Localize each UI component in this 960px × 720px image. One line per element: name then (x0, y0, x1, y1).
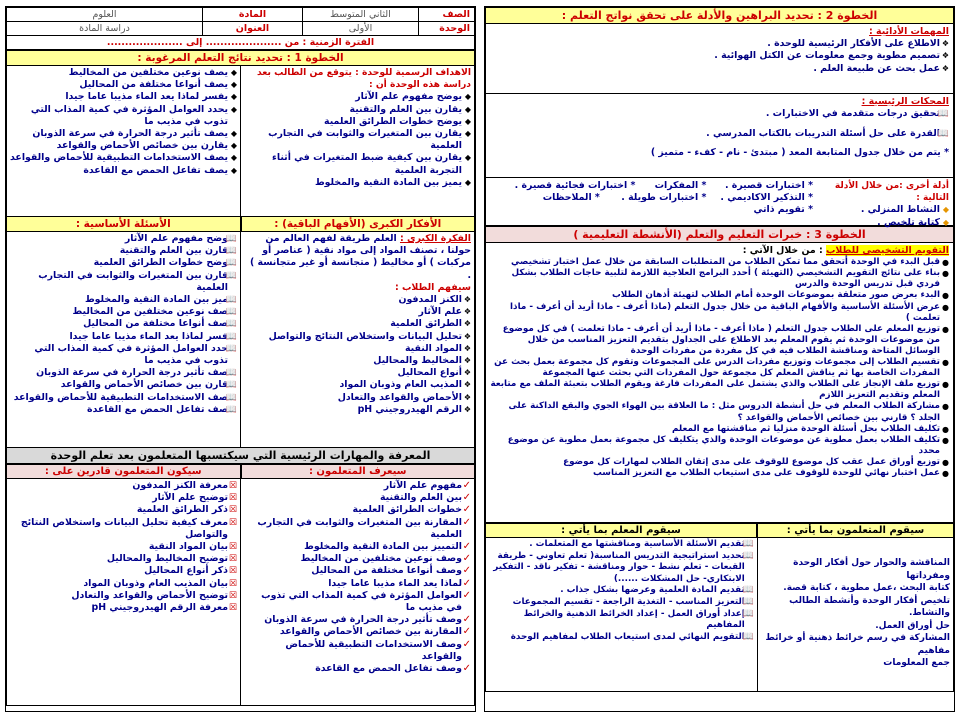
list-item: ● توزيع أوراق عمل عقب كل موضوع للوقوف على مدى إتقان الطلاب لمهارات كل موضوع (563, 456, 949, 467)
left-page (5, 6, 476, 712)
activity-section (485, 538, 954, 692)
evidence-tag: * اختبارات قصيرة . (724, 180, 813, 191)
evidence-label: أدلة أخرى :من خلال الأدلة التالية : (834, 181, 949, 204)
essential-questions-title: الأسئلة الأساسية : (6, 216, 241, 232)
list-item: ✓ لماذا يعد الماء مذيبا عاما جيدا (328, 577, 471, 589)
able-col (7, 479, 241, 705)
list-item: ✓ وصف تفاعل الحمض مع القاعدة (315, 663, 471, 675)
list-item: ◆ يوضح خطوات الطرائق العلمية (324, 115, 471, 127)
list-item: 📖 التعزيز المناسب - التغذية الراجعة - تقسيم المجموعات (512, 596, 754, 607)
objectives-left-list (10, 67, 237, 177)
understand-list (244, 294, 471, 416)
list-item: 📖 وضح خطوات الطرائق العلمية (93, 257, 237, 269)
list-item: ◆ يقارن بين خصائص الأحماض والقواعد (56, 140, 237, 152)
diag-via: : من خلال الآتي : (742, 245, 823, 256)
list-item: ◆ كتابة تلخيص . (877, 216, 949, 228)
list-item: ☒ توضيح المخاليط والمحاليل (106, 553, 237, 565)
list-item: 📖 صف نوعين مختلفين من المخاليط (72, 306, 237, 318)
list-item: ✓ العوامل المؤثرة في كمية المذاب التي تذوب في مذيب ما (261, 589, 471, 614)
right-page (484, 6, 955, 712)
list-item: ☒ بيان المواد النقية (148, 541, 237, 553)
list-item: 📖 تحقيق درجات متقدمة في الاختبارات . (765, 108, 949, 120)
big-ideas-bars (6, 216, 475, 232)
knowledge-section (6, 479, 475, 706)
list-item: ❖ الطرائق العلمية (390, 318, 471, 330)
objectives-right-col (241, 66, 474, 216)
list-item: ✓ بين العلم والتقنية (380, 492, 471, 504)
list-item: ✓ المقارنة بين خصائص الأحماض والقواعد (279, 626, 471, 638)
diag-line (490, 245, 949, 257)
list-item: 📖 تقديم المادة العلمية وعرضها بشكل جذاب . (560, 585, 754, 596)
objectives-heading: الاهداف الرسمية للوحدة : يتوقع من الطالب بعد دراسة هذه الوحدة أن : (256, 67, 471, 91)
list-item: 📖 صف تفاعل الحمض مع القاعدة (87, 403, 237, 415)
unit-value: الأولى (303, 22, 419, 36)
criteria-label: المحكات الرئيسية : (861, 96, 949, 107)
evidence-tag: * الملاحظات (542, 192, 600, 204)
list-item: ✓ وصف الاستخدامات التطبيقية للأحماض والقواعد (285, 638, 471, 662)
student-will-label: سيفهم الطلاب : (394, 281, 471, 293)
list-item: 📖 تقديم الأسئلة الأساسية ومناقشتها مع المتعلمات . (529, 539, 754, 549)
list-item: ◆ يفسر لماذا يعد الماء مذيبا عاما جيدا (65, 91, 237, 103)
list-item: ● عرض الأسئلة الأساسية والأفهام الباقية من خلال جدول التعلم (ماذا أعرف - ماذا أريد أن أعرف - ماذا تعلمت ) (510, 301, 949, 323)
step3-list (490, 257, 949, 479)
step2-title: الخطوة 2 : تحديد البراهين والأدلة على تحقق نواتج التعلم : (485, 7, 954, 24)
questions-col (7, 232, 241, 447)
list-item: ❖ أنواع المحاليل (397, 367, 471, 379)
big-idea-label: الفكرة الكبرى : (399, 233, 471, 244)
list-item: ☒ ذكر الطرائق العلمية (136, 504, 237, 516)
list-item: 📖 صف تأثير درجة الحرارة في سرعة الذوبان (36, 367, 237, 379)
title-label: العنوان (203, 22, 303, 36)
list-item: ❖ المواد النقية (404, 342, 471, 354)
students-text (761, 539, 950, 670)
evidence-tag: * المفكرات (654, 180, 707, 191)
list-item: ◆ يصف أنواعا مختلفة من المحاليل (79, 79, 237, 91)
tasks-label: المهمات الأدائية : (869, 26, 949, 37)
step3-title: الخطوة 3 : خبرات التعليم والتعلم (الأنشطة التعليمية ) (485, 226, 954, 243)
list-item: ● عمل اختبار نهائي للوحدة للوقوف على مدى استيعاب الطلاب مع التعزيز المناسب (592, 467, 949, 478)
list-item: 📖 صف أنواعا مختلفة من المحاليل (83, 318, 237, 330)
list-item: ● قبل البدء في الوحدة أتحقق مما تمكن الطلاب من المتطلبات السابقة من خلال عمل اختبار تشخيصي (511, 257, 949, 268)
big-ideas-title: الأفكار الكبرى (الأفهام الباقية) : (241, 216, 476, 232)
knowledge-title: المعرفة والمهارات الرئيسية التي سيكتسبها المتعلمون بعد تعلم الوحدة (6, 447, 475, 464)
evidence-tag: * التذكير الاكاديمي . (720, 192, 813, 204)
list-item: ✓ وصف نوعين مختلفين من المخاليط (300, 553, 471, 565)
list-item: ◆ يصف تأثير درجة الحرارة في سرعة الذوبان (32, 128, 237, 140)
header-table (6, 7, 475, 50)
evidence-tag: * اختبارات طويلة . (621, 192, 707, 204)
students-item: كتابة البحث ،عمل مطوية ، كتابة قصة. (783, 583, 950, 593)
subject-label: المادة (203, 8, 303, 22)
list-item: ◆ يقارن بين كيفية ضبط المتغيرات في أثناء التجربة العلمية (272, 152, 471, 176)
list-item: 📖 صف الاستخدامات التطبيقية للأحماض والقواعد (13, 391, 237, 403)
list-item: ❖ الكنز المدفون (398, 294, 471, 306)
list-item: ✓ مفهوم علم الآثار (383, 480, 471, 491)
list-item: 📖 قارن بين خصائص الأحماض والقواعد (60, 379, 237, 391)
list-item: ● مشاركة الطلاب المعلم في حل أنشطة الدروس مثل : ما العلاقة بين الهواء الجوي والبقع الداكنة على الجلد ؟ قارني بين خصائص الأحماض والقواعد ؟ (508, 401, 949, 423)
teacher-col (486, 538, 758, 691)
big-ideas-col (241, 232, 474, 447)
criteria-list (490, 108, 949, 140)
know-col (241, 479, 474, 705)
step1-title: الخطوة 1 : تحديد نتائج التعلم المرغوبة : (6, 50, 475, 66)
list-item: ☒ معرفة الرقم الهيدروجيني pH (91, 602, 237, 614)
list-item: ❖ الاطلاع على الأفكار الرئيسية للوحدة . (767, 38, 949, 50)
list-item: ❖ تحليل البيانات واستخلاص النتائج والتواصل (268, 330, 471, 342)
list-item: 📖 إعداد أوراق العمل - إعداد الخرائط الذهنية والخرائط المفاهيم (523, 608, 754, 631)
evidence-tag: * اختبارات فجائية قصيرة . (514, 180, 636, 191)
big-ideas-section (6, 232, 475, 447)
step3-box (485, 243, 954, 523)
list-item: ✓ خطوات الطرائق العلمية (352, 504, 471, 516)
list-item: ☒ توضيح الأحماض والقواعد والتعادل (71, 589, 237, 601)
list-item: ● البدء بعرض صور متعلقة بموضوعات الوحدة أمام الطلاب لتهيئة أذهان الطلاب (611, 290, 949, 301)
students-item: حل أوراق العمل. (875, 620, 950, 631)
students-item: المشاركة في رسم خرائط ذهنية أو خرائط مفاهيم (765, 633, 950, 656)
will-know-label: سيعرف المتعلمون : (241, 464, 476, 479)
will-be-able-label: سيكون المتعلمون قادرين على : (6, 464, 241, 479)
list-item: ● توزيع ملف الإنجاز على الطلاب والذي يشتمل على المفردات فارغة ويقوم الطلاب بتعبئة الملف مع متابعة المعلم وتقديم التعزيز اللازم (490, 379, 949, 401)
list-item: 📖 قارن بين المتغيرات والثوابت في التجارب العلمية (38, 269, 237, 293)
list-item: ☒ بيان المذيب العام وذوبان المواد (83, 577, 237, 589)
teacher-list (489, 539, 754, 643)
students-item: تلخيص أفكار الوحدة وأنشطة الطالب والتشاط. (789, 595, 950, 618)
evidence-right (819, 180, 949, 228)
big-idea-text: العلم طريقة لفهم العالم من حولنا ، تصنف المواد إلى مواد نقية ( عناصر أو مركبات ) أو مخاليط ( متجانسة أو غير متجانسة ) . (249, 233, 471, 281)
list-item: 📖 القدرة على حل أسئلة التدريبات بالكتاب المدرسي . (706, 128, 949, 140)
students-col (758, 538, 953, 691)
knowledge-subbars (6, 464, 475, 479)
period-text: الفترة الزمنية : من ..................... إلى ..................... (7, 36, 475, 50)
list-item: ◆ يقارن بين العلم والتقنية (349, 103, 471, 115)
activity-bars (485, 523, 954, 538)
objectives-section (6, 66, 475, 216)
objectives-right-list (244, 91, 471, 189)
evidence-left (490, 180, 819, 223)
list-item: ❖ الرقم الهيدروجيني pH (357, 403, 471, 415)
list-item: ❖ المذيب العام وذوبان المواد (339, 379, 471, 391)
list-item: ◆ يصف نوعين مختلفين من المخاليط (68, 67, 237, 78)
list-item: ◆ يحدد العوامل المؤثرة في كمية المذاب التي تذوب في مذيب ما (30, 103, 237, 127)
list-item: ● تكليف الطلاب بعمل مطوية عن موضوعات الوحدة والذي يتكليف كل مجموعة بعمل مطوية عن موضوع محدد (507, 434, 949, 456)
unit-label: الوحدة (419, 22, 475, 36)
list-item: ☒ معرفة الكنز المدفون (132, 480, 237, 491)
objectives-left-col (7, 66, 241, 216)
students-item: المناقشة والحوار حول أفكار الوحدة ومفرداتها (793, 558, 950, 581)
subject-value: العلوم (7, 8, 203, 22)
list-item: ◆ النشاط المنزلي . (860, 204, 949, 216)
able-list (10, 480, 237, 614)
tasks-list (490, 38, 949, 75)
list-item: ✓ وصف أنواعا مختلفة من المحاليل (311, 565, 471, 577)
list-item: ● تقسيم الطلاب إلى مجموعات وتوزيع مفردات الدرس على المجموعات وتقوم كل مجموعة بعمل بحث عن المفردات الخاصة بها ثم يناقش المعلم كل مجموعة حول المفردات التي بحثت عنها المجموعة (494, 357, 949, 379)
questions-list (10, 233, 237, 416)
evidence-box (485, 178, 954, 226)
students-item: جمع المعلومات (883, 658, 950, 668)
list-item: 📖 قارن بين العلم والتقنية (119, 245, 237, 257)
list-item: ● توزيع المعلم على الطلاب جدول التعلم ( ماذا أعرف - ماذا أريد أن أعرف - ماذا تعلمت ) في كل موضوع من موضوعات الوحدة ثم يقوم المعلم بعد الاطلاع على الجداول بتقديم التعزيز المناسب من خلال الوسائل المتاحة ومناقشة الطلاب فيه في كل مفردة من مفردات الوحدة (502, 323, 949, 356)
list-item: ❖ عمل بحث عن طبيعة العلم . (813, 62, 949, 74)
list-item: ◆ يصف تفاعل الحمض مع القاعدة (83, 164, 237, 176)
list-item: ◆ يوضح مفهوم علم الآثار (355, 91, 471, 103)
big-idea-paragraph (244, 233, 471, 282)
grade-label: الصف (419, 8, 475, 22)
list-item: 📖 ميز بين المادة النقية والمخلوط (84, 294, 237, 306)
evidence-list (819, 204, 949, 228)
list-item: ☒ ذكر أنواع المحاليل (144, 565, 237, 577)
list-item: 📖 فسر لماذا يعد الماء مذيبا عاما جيدا (69, 330, 237, 342)
list-item: 📖 وضح مفهوم علم الآثار (124, 233, 237, 244)
list-item: ◆ يصف الاستخدامات التطبيقية للأحماض والقواعد (10, 152, 237, 164)
grade-value: الثاني المتوسط (303, 8, 419, 22)
list-item: ◆ يقارن بين المتغيرات والثوابت في التجارب العلمية (268, 128, 471, 152)
list-item: ● بناء على نتائج التقويم التشخيصي (التهيئة ) أحدد البرامج العلاجية اللازمة لتلبية حاجات الطلاب بشكل فردي قبل تدريس الوحدة والدرس (511, 268, 949, 290)
list-item: 📖 تحديد استراتيجية التدريس المناسبة( تعلم تعاوني - طريقة القبعات - تعلم نشط - حوار ومناقشة - تفكير ناقد - التفكير الابتكاري- حل المشكلات ......) (493, 550, 754, 584)
list-item: ◆ يميز بين المادة النقية والمخلوط (314, 176, 471, 188)
list-item: ❖ تصميم مطوية وجمع معلومات عن الكتل الهوائية . (714, 50, 949, 62)
tasks-box (485, 24, 954, 94)
list-item: ❖ الأحماض والقواعد والتعادل (337, 391, 471, 403)
list-item: ☒ توضيح علم الآثار (152, 492, 237, 504)
diag-label: التقويم التشخيصي للطلاب (825, 245, 949, 256)
criteria-box (485, 94, 954, 178)
list-item: ✓ وصف تأثير درجة الحرارة في سرعة الذوبان (264, 614, 471, 626)
list-item: ❖ علم الآثار (418, 306, 471, 318)
list-item: ✓ التمييز بين المادة النقية والمخلوط (304, 541, 471, 553)
students-will-label: سيقوم المتعلمون بما يأتي : (757, 523, 954, 538)
list-item: ☒ معرف كيفية تحليل البيانات واستخلاص النتائج والتواصل (20, 516, 237, 540)
title-value: دراسة المادة (7, 22, 203, 36)
teacher-will-label: سيقوم المعلم بما يأتي : (485, 523, 757, 538)
list-item: ● تكليف الطلاب بحل أسئلة الوحدة منزليا ثم مناقشتها مع المعلم (672, 423, 949, 434)
rating-note: * يتم من خلال جدول المتابعة المعد ( مبتدئ - نام - كفء - متميز ) (650, 146, 949, 158)
list-item: 📖 التقويم النهائي لمدى استيعاب الطلاب لمفاهيم الوحدة (510, 631, 754, 642)
list-item: 📖 حدد العوامل المؤثرة في كمية المذاب التي تذوب في مذيب ما (34, 342, 237, 367)
list-item: ✓ المقارنة بين المتغيرات والثوابت في التجارب العلمية (257, 516, 471, 540)
know-list (244, 480, 471, 675)
list-item: ❖ المخاليط والمحاليل (373, 355, 471, 367)
evidence-tag: * تقويم ذاتي (753, 204, 813, 216)
